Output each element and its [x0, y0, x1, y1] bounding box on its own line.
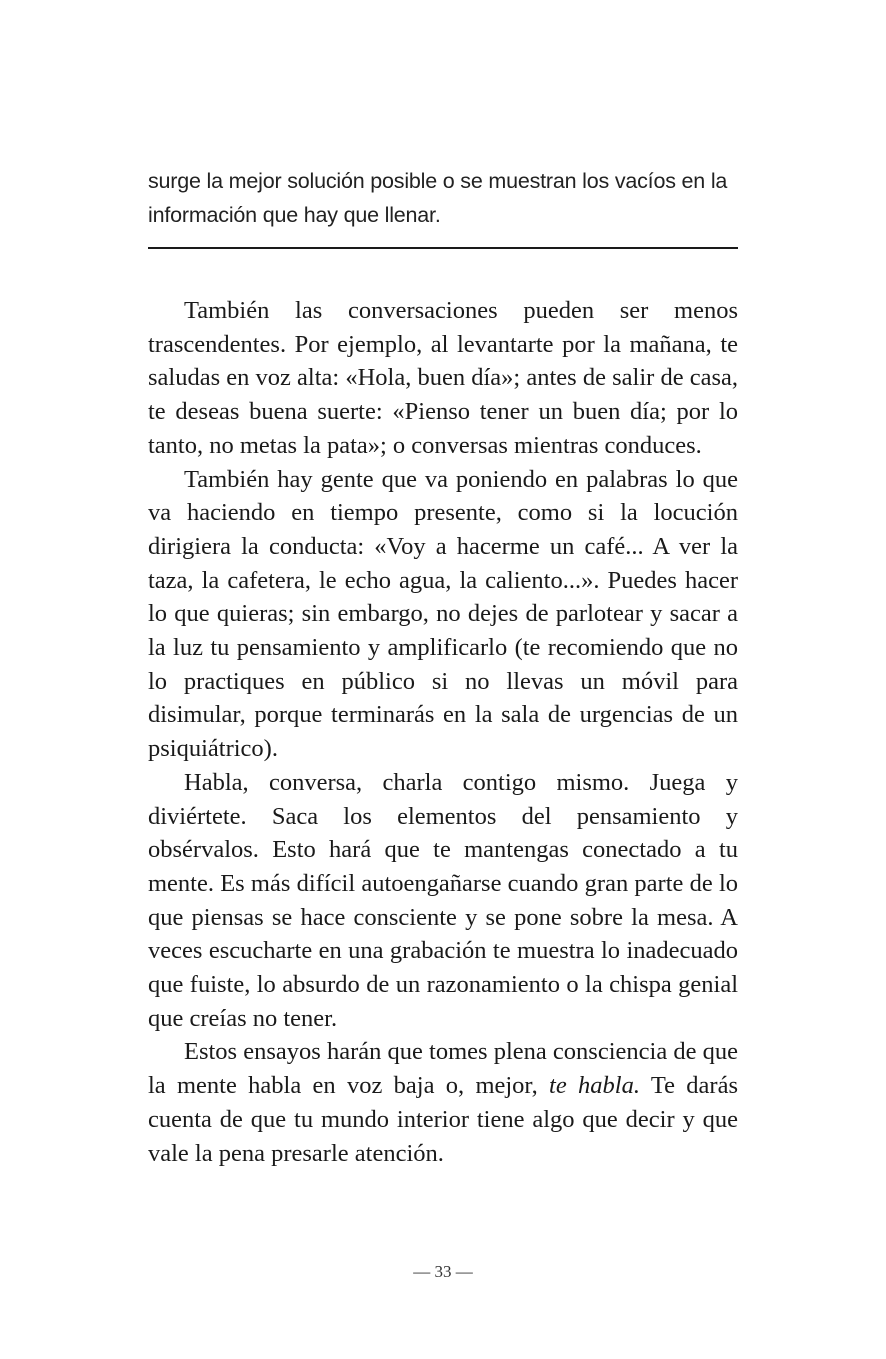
paragraph-4 [148, 1035, 738, 1170]
page-number: — 33 — [413, 1262, 473, 1281]
paragraph-2: También hay gente que va poniendo en palabras lo que va haciendo en tiempo presente, como si la locución dirigiera la conducta: «Voy a hacerme un café... A ver la taza, la cafetera, le echo agua, la caliento...». Puedes hacer lo que quieras; sin embargo, no dejes de parlotear y sacar a la luz tu pensamiento y amplificarlo (te recomiendo que no lo practiques en público si no llevas un móvil para disimular, porque terminarás en la sala de urgencias de un psiquiátrico). [148, 465, 738, 763]
section-divider [148, 247, 738, 249]
paragraph-4-italic: te habla. [549, 1072, 640, 1100]
body-text [148, 294, 738, 1170]
paragraph-3: Habla, conversa, charla contigo mismo. Juega y diviértete. Saca los elementos del pensamiento y obsérvalos. Esto hará que te mantengas conectado a tu mente. Es más difícil autoengañarse cuando gran parte de lo que piensas se hace consciente y se pone sobre la mesa. A veces escucharte en una grabación te muestra lo inadecuado que fuiste, lo absurdo de un razonamiento o la chispa genial que creías no tener. [148, 768, 738, 1032]
paragraph-4-start: Estos ensayos harán que tomes plena consciencia de que la mente habla en voz baja o, mejor, [148, 1038, 738, 1100]
paragraph-4-end: Te darás cuenta de que tu mundo interior tiene algo que decir y que vale la pena presarle atención. [148, 1072, 738, 1167]
paragraph-1: También las conversaciones pueden ser menos trascendentes. Por ejemplo, al levantarte por la mañana, te saludas en voz alta: «Hola, buen día»; antes de salir de casa, te deseas buena suerte: «Pienso tener un buen día; por lo tanto, no metas la pata»; o conversas mientras conduces. [148, 297, 738, 459]
highlighted-passage-end: surge la mejor solución posible o se muestran los vacíos en la información que hay que llenar. [148, 169, 728, 227]
